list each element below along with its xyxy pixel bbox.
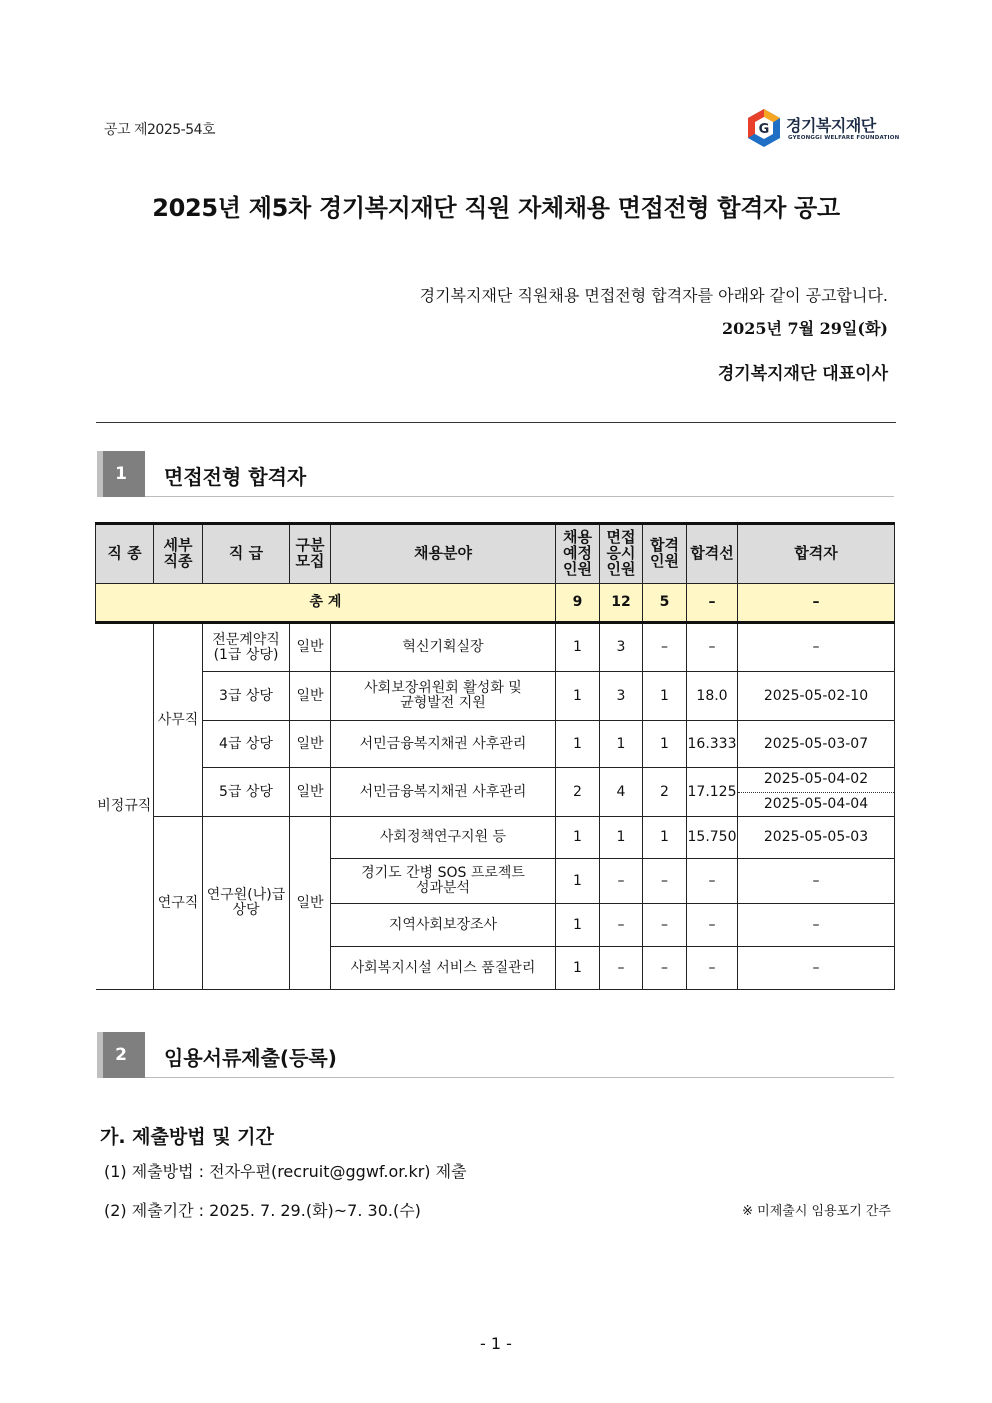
passed-cell: 2	[643, 768, 687, 817]
section-2-underline	[145, 1077, 894, 1078]
total-label: 총 계	[96, 584, 556, 623]
winners-cell	[738, 768, 895, 817]
field-cell: 사회정책연구지원 등	[331, 817, 556, 859]
cutoff-cell: –	[687, 904, 738, 947]
grade-cell: 3급 상당	[203, 672, 290, 721]
field-cell: 지역사회보장조사	[331, 904, 556, 947]
table-row	[96, 768, 895, 817]
header-cutoff: 합격선	[687, 524, 738, 584]
cutoff-cell: 16.333	[687, 721, 738, 768]
research-recruit-cell: 일반	[290, 817, 331, 990]
submission-heading: 가. 제출방법 및 기간	[100, 1126, 274, 1148]
foundation-logo	[746, 108, 900, 152]
passed-cell: –	[643, 623, 687, 672]
page-number: - 1 -	[480, 1334, 512, 1353]
field-cell: 사회복지시설 서비스 품질관리	[331, 947, 556, 990]
results-table	[95, 522, 895, 990]
foundation-logo-icon	[746, 108, 782, 148]
field-cell: 경기도 간병 SOS 프로젝트 성과분석	[331, 859, 556, 904]
section-1-edge	[97, 451, 103, 497]
winners-cell: 2025-05-03-07	[738, 721, 895, 768]
recruit-cell: 일반	[290, 672, 331, 721]
winners-cell: 2025-05-05-03	[738, 817, 895, 859]
divider	[96, 422, 896, 423]
subtype-research: 연구직	[154, 817, 203, 990]
notice-number: 공고 제2025-54호	[104, 122, 216, 138]
section-1-label: 면접전형 합격자	[164, 465, 307, 489]
header-subtype: 세부 직종	[154, 524, 203, 584]
passed-cell: 1	[643, 817, 687, 859]
applied-cell: 4	[600, 768, 643, 817]
logo-letter: G	[758, 122, 770, 137]
total-applied: 12	[600, 584, 643, 623]
planned-cell: 1	[556, 947, 600, 990]
header-jobtype: 직 종	[96, 524, 154, 584]
cutoff-cell: –	[687, 947, 738, 990]
table-row	[96, 817, 895, 859]
grade-cell: 전문계약직 (1급 상당)	[203, 623, 290, 672]
applied-cell: –	[600, 859, 643, 904]
planned-cell: 2	[556, 768, 600, 817]
header-winners: 합격자	[738, 524, 895, 584]
header-planned: 채용 예정 인원	[556, 524, 600, 584]
submission-period: (2) 제출기간 : 2025. 7. 29.(화)~7. 30.(수)	[104, 1201, 421, 1220]
applied-cell: –	[600, 947, 643, 990]
total-passed: 5	[643, 584, 687, 623]
cutoff-cell: –	[687, 859, 738, 904]
header-passed: 합격 인원	[643, 524, 687, 584]
intro-text: 경기복지재단 직원채용 면접전형 합격자를 아래와 같이 공고합니다.	[419, 286, 888, 305]
total-row	[96, 584, 895, 623]
planned-cell: 1	[556, 672, 600, 721]
page-title: 2025년 제5차 경기복지재단 직원 자체채용 면접전형 합격자 공고	[152, 194, 840, 222]
cutoff-cell: –	[687, 623, 738, 672]
table-row	[96, 623, 895, 672]
notice-date: 2025년 7월 29일(화)	[721, 319, 888, 338]
section-2-header	[97, 1032, 894, 1078]
field-cell: 혁신기획실장	[331, 623, 556, 672]
header-recruit: 구분 모집	[290, 524, 331, 584]
cutoff-cell: 17.125	[687, 768, 738, 817]
winner-item: 2025-05-04-04	[763, 795, 869, 812]
passed-cell: –	[643, 859, 687, 904]
table-header-row	[96, 524, 895, 584]
research-grade-cell: 연구원(나)급 상당	[203, 817, 290, 990]
section-2-label: 임용서류제출(등록)	[164, 1046, 337, 1070]
applied-cell: –	[600, 904, 643, 947]
winners-cell: –	[738, 947, 895, 990]
passed-cell: 1	[643, 721, 687, 768]
submission-note: ※ 미제출시 임용포기 간주	[742, 1204, 891, 1219]
planned-cell: 1	[556, 817, 600, 859]
winners-cell: –	[738, 623, 895, 672]
submission-method: (1) 제출방법 : 전자우편(recruit@ggwf.or.kr) 제출	[104, 1162, 467, 1181]
recruit-cell: 일반	[290, 721, 331, 768]
subtype-office: 사무직	[154, 623, 203, 817]
header-applied: 면접 응시 인원	[600, 524, 643, 584]
cutoff-cell: 18.0	[687, 672, 738, 721]
logo-name-korean: 경기복지재단	[786, 116, 876, 135]
applied-cell: 3	[600, 623, 643, 672]
header-field: 채용분야	[331, 524, 556, 584]
planned-cell: 1	[556, 904, 600, 947]
grade-cell: 4급 상당	[203, 721, 290, 768]
total-winners: –	[738, 584, 895, 623]
winners-cell: –	[738, 859, 895, 904]
applied-cell: 3	[600, 672, 643, 721]
grade-cell: 5급 상당	[203, 768, 290, 817]
field-cell: 사회보장위원회 활성화 및 균형발전 지원	[331, 672, 556, 721]
jobtype-cell: 비정규직	[96, 623, 154, 990]
section-1-header	[97, 451, 894, 497]
field-cell: 서민금융복지채권 사후관리	[331, 721, 556, 768]
planned-cell: 1	[556, 859, 600, 904]
section-1-underline	[145, 496, 894, 497]
passed-cell: –	[643, 947, 687, 990]
winners-cell: –	[738, 904, 895, 947]
section-1-number: 1	[97, 451, 145, 497]
applied-cell: 1	[600, 721, 643, 768]
field-cell: 서민금융복지채권 사후관리	[331, 768, 556, 817]
issuing-organization: 경기복지재단 대표이사	[717, 364, 888, 384]
table-row	[96, 721, 895, 768]
planned-cell: 1	[556, 721, 600, 768]
planned-cell: 1	[556, 623, 600, 672]
winner-item: 2025-05-04-02	[738, 768, 894, 793]
section-2-number: 2	[97, 1032, 145, 1078]
recruit-cell: 일반	[290, 623, 331, 672]
recruit-cell: 일반	[290, 768, 331, 817]
section-2-edge	[97, 1032, 103, 1078]
total-planned: 9	[556, 584, 600, 623]
logo-name-english: GYEONGGI WELFARE FOUNDATION	[788, 135, 900, 141]
table-row	[96, 672, 895, 721]
total-cutoff: –	[687, 584, 738, 623]
winners-cell: 2025-05-02-10	[738, 672, 895, 721]
header-grade: 직 급	[203, 524, 290, 584]
passed-cell: –	[643, 904, 687, 947]
cutoff-cell: 15.750	[687, 817, 738, 859]
applied-cell: 1	[600, 817, 643, 859]
passed-cell: 1	[643, 672, 687, 721]
